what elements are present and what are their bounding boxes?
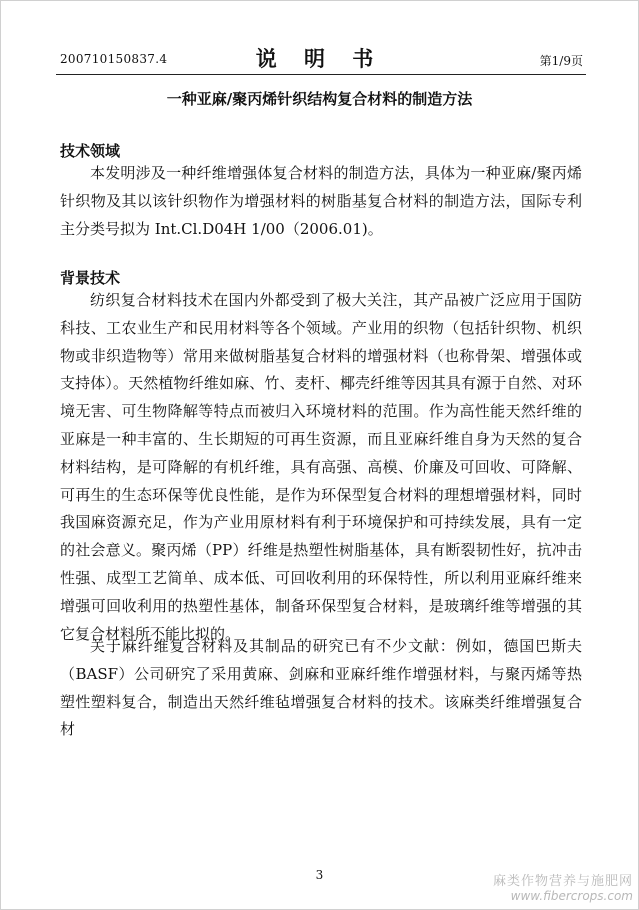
document-title: 一种亚麻/聚丙烯针织结构复合材料的制造方法 [166, 90, 473, 108]
watermark-url: www.fibercrops.com [510, 889, 633, 903]
paragraph-background-1: 纺织复合材料技术在国内外都受到了极大关注，其产品被广泛应用于国防科技、工农业生产和民用材料等各个领域。产业用的织物（包括针织物、机织物或非织造物等）常用来做树脂基复合材料的增强材料（也称骨架、增强体或支持体）。天然植物纤维如麻、竹、麦杆、椰壳纤维等因其具有源于自然、对环境无害、可生物降解等特点而被归入环境材料的范围。作为高性能天然纤维的亚麻是一种丰富的、生长期短的可再生资源，而且亚麻纤维自身为天然的复合材料结构，是可降解的有机纤维，具有高强、高模、价廉及可回收、可降解、可再生的生态环保等优良性能，是作为环保型复合材料的理想增强材料，同时我国麻资源充足，作为产业用原材料有利于环境保护和可持续发展，具有一定的社会意义。聚丙烯（PP）纤维是热塑性树脂基体，具有断裂韧性好，抗冲击性强、成型工艺简单、成本低、可回收利用的环保特性，所以利用亚麻纤维来增强可回收利用的热塑性基体，制备环保型复合材料，是玻璃纤维等增强的其它复合材料所不能比拟的。 [60, 291, 582, 643]
paragraph-technical-field: 本发明涉及一种纤维增强体复合材料的制造方法，具体为一种亚麻/聚丙烯针织物及其以该针织物作为增强材料的树脂基复合材料的制造方法，国际专利主分类号拟为 Int.Cl.D04H 1/00（2006.01)。 [60, 164, 582, 238]
header-divider [56, 74, 586, 75]
watermark-site-name: 麻类作物营养与施肥网 [492, 874, 633, 889]
page-number: 3 [315, 868, 324, 882]
watermark [493, 874, 633, 904]
paragraph-background-2: 关于麻纤维复合材料及其制品的研究已有不少文献：例如，德国巴斯夫（BASF）公司研究了采用黄麻、剑麻和亚麻纤维作增强材料，与聚丙烯等热塑性塑料复合，制造出天然纤维毡增强复合材料的技术。该麻类纤维增强复合材 [60, 637, 582, 739]
application-number: 200710150837.4 [60, 52, 168, 66]
document-type: 说 明 书 [255, 46, 384, 71]
section-heading-background: 背景技术 [60, 269, 121, 287]
page-header [0, 0, 639, 80]
section-heading-technical-field: 技术领域 [60, 142, 121, 160]
page-info: 第1/9页 [539, 54, 583, 68]
